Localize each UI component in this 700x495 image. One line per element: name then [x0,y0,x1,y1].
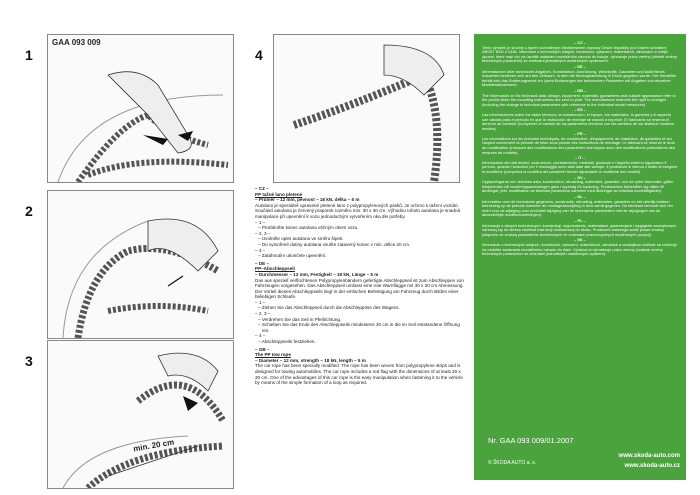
cz-step-3-text: – Do vytvořené dutiny autolana vsuňte zatavený konec v min. délce 20 cm. [258,241,411,247]
de-intro: Das aus speziell verflochtenen Polypropylenbändern gefertigte Abschleppseil ist zum Abschleppen von Fahrzeugen vorgesehen. Das Abschleppseil umfasst eine rote Warnflagge mit 30 x 30 cm Abmessung. Der Vorteil dieses Abschleppseils liegt in der einfachen Befestigung am Fahrzeug durch Bilden einer beliebigen Schlaufe. [255,277,464,300]
legal-panel [474,34,686,480]
gb-spec: – Diameter – 12 mm, strength – 18 kN, length – 5 m [255,357,366,363]
cz-step-2-text: – Uvolněte oplet autolana ve směru šipek. [258,236,344,242]
legal-gb-heading: – GB – [573,87,587,93]
legal-text-block [482,40,678,257]
step-number-1: 1 [25,47,33,63]
cz-step-2-num: – 2, 3 – [255,230,271,236]
illustration-step-1 [47,34,234,183]
legal-nl-text: Informaties over de technische gegevens, constructie, uitrusting, materialen, garanties en het uiterlijk hebben betrekking op de periode wanneer de montageaanwijzing in druk werdt gegeven. De fabrikant behoudt zich het recht voor de wijziging voor (inclusief wijziging van de technische parameters met de wijzigingen van de afzonderlijke modelvoorzieningen). [482,198,673,218]
de-title: PP–Abschleppseil [255,266,295,272]
cz-heading: – CZ – [255,186,269,191]
cz-step-4-num: – 4 – [255,247,266,253]
legal-pl-text: Informacje o danych technicznych, konstrukcji, wyposażeniu, materiałach, gwarancjach i wyglądzie zewnętrznym odnoszą się do okresu złożenia instrukcji montażowej do druku. Producent zastrzega sobie prawo zmiany (włącznie ze zmianą parametrów technicznych ze zmianami poszczególnych modelowych pozycji). [482,222,677,237]
illustration-step-3 [47,340,234,489]
step-number-3: 3 [25,353,33,369]
legal-sk-text: Informácie o technických údajoch, konštrukcii, vybavení, materiáloch, zárukách a vonkajšom vzhľade sa vzťahujú na obdobie zadávania montážneho návodu do tlače. Výrobca si vyhradzuje právo zmeny (vrátane zmeny technických parametrov so zmenami jednotlivých modelových opatrení). [482,241,677,257]
legal-de-heading: – DE – [574,63,586,69]
website-link-cz[interactable]: www.skoda-auto.cz [624,463,680,469]
de-step-2-num: – 2, 3 – [255,311,271,317]
de-spec: – Durchmesser – 12 mm, Festigkeit – 18 kN, Länge – 5 m [255,271,379,277]
de-step-1-num: – 1 – [255,299,266,305]
legal-sk-heading: – SK – [574,237,586,243]
gb-intro: The car rope has been specially modified. The rope has been woven from polypropylene strips and is designed for towing automobiles. The car rope includes a red flag with the dimensions of at least 30 x 30 cm. One of the advantages of this car rope is the easy manipulation when fastening it to the vehicle by means of the simple formation of a loop as required. [255,363,463,386]
website-link-com[interactable]: www.skoda-auto.com [618,453,680,459]
legal-it-heading: – IT – [575,155,585,161]
legal-es-text: Las informaciones sobre los datos técnicos, la construcción, el equipo, los materiales, la garantía y el aspecto son válidas para el período en que la instrucción de montaje se mandó a imprimir. El fabricante se reserva el derecho de cambiar (incluyendo el cambio de los parámetros técnicos con los cambios de los distintos modelos medios). [482,111,675,131]
step-number-2: 2 [25,203,33,219]
illustration-step-4 [273,34,460,183]
legal-gb-text: The information on the technical data, design, equipment, materials, guarantees and outside appearance refer to the period when the mounting instructions are sent to print. The manufacturer reserves the right to changes (including the change in technical parameters with reference to the individual model measures). [482,92,676,107]
instructions-column [255,186,467,386]
cz-spec: – Průměr – 12 mm, pevnost – 18 kN, délka – 5 m [255,197,360,203]
legal-es-heading: – ES – [574,107,586,113]
legal-de-text: Informationen über technische Angaben, Konstruktion, Ausrüstung, Werkstoffe, Garantien und äußerliches Aussehen beziehen sich auf den Zeitraum, in dem die Montageanleitung in Druck gegeben wurde. Der Hersteller behält sich das Änderungsrecht vor (samt Änderungen der technischen Parameter mit Angaben von einzelner Modellmaßnahmen). [482,68,677,88]
de-step-4-num: – 4 – [255,333,266,339]
de-step-1-text: – Ziehen Sie das Abschleppseil durch die Abschleppöse des Wagens. [258,305,400,311]
cz-step-4-text: – Zatáhnutím ukončete upevnění. [258,253,327,259]
legal-pl-heading: – PL – [574,217,586,223]
de-step-3-text: – Schieben Sie das Ende des Abschleppseils mindestens 20 cm in die im Seil entstandene Öffnung ein. [258,322,460,333]
rope-loop-drawing [48,35,233,182]
measure-label: min. 20 cm [132,437,175,454]
rope-pull-drawing [274,35,459,182]
rope-insert-drawing [48,341,233,488]
legal-fr-text: Les informations sur les données techniques, de construction, d'équipement, de matériaux, de garanties et sur l'aspect concernent la période de mise sous presse des instructions de montage. Le fabricant se réserve le droit de modification (inclusant des modifications des paramètres techniques avec des modifications particulières des mesures de modèle). [482,135,675,155]
legal-cz-text: Tento výrobek je shodný s typem schváleným Ministerstvem dopravy České republiky pod číslem schválení ABSST BSD č.1436. Informace o technických údajích, konstrukci, vybavení, materiálech, závlukách a vnější úpravě, které mají vliv na úsobilé zadávání montážního návodu do tiskuje, vyhrazuje právo změny (včetně změny technických parametrů) se změnami jednotlivých modelových vyobrazení. [482,44,677,64]
gb-heading: – GB – [255,346,270,352]
legal-sv-text: Upplysningarna om: tekniska data, konstruktion, utrustning, materialet, garantier, och om yttre utseendet, gäller tidsperioden då monteringsanvisningen gavs i uppdrag för tryckning. Producenten förbehåller sig rätten till ändringar (inkl. modifikation av tekniska parametrar sammen med ändringar av enskilda modellåtgärder). [482,179,673,194]
legal-nl-heading: – NL – [574,194,586,199]
de-step-2-text: – Verdrehen Sie das Seil in Pfeilrichtung. [258,316,342,322]
product-code: GAA 093 009 [52,38,101,47]
cz-step-1-text: – Protáhněte konec autolana věčným okem vozu. [258,225,359,231]
rope-twist-drawing [48,191,233,338]
legal-sv-heading: – SV – [574,174,586,180]
gb-title: The PP tow rope [255,352,291,358]
illustration-step-2 [47,190,234,339]
de-heading: – DE – [255,260,270,266]
document-number: Nr. GAA 093 009/01.2007 [488,436,574,445]
legal-cz-heading: – CZ – [574,40,586,45]
legal-it-text: Informazioni dei dati tecnici, costruzione, corredamento, materiali, garanzie e l'aspetto esterno riguardano il periodo, quando l'istruzioni per il montaggio sono stati date alle stampe. Il produttore si riserva il diritto di eseguire le modifiche (compresa la modifica dei parametri tecnici riguardanti la modifiche dei modelli). [482,159,678,175]
cz-title: PP tažné lano pletené [255,191,303,197]
de-step-4-text: – Abschleppseils festziehen. [258,339,316,345]
cz-intro: Autolano je speciálně upravené pletené lano z polypropylenových pásků. Je určeno k tažení vozidel. Součástí autolana je červený praporek rozměru min. 30 x 30 cm. Výhodou tohoto autolana je snadná manipulace při upevnění k vozu jednoduchým vytvořením oka dle potřeby. [255,202,461,219]
legal-fr-heading: – FR – [574,131,586,137]
step-number-4: 4 [255,47,263,63]
copyright: © ŠKODA AUTO a. s. [488,460,537,466]
cz-step-1-num: – 1 – [255,219,266,225]
